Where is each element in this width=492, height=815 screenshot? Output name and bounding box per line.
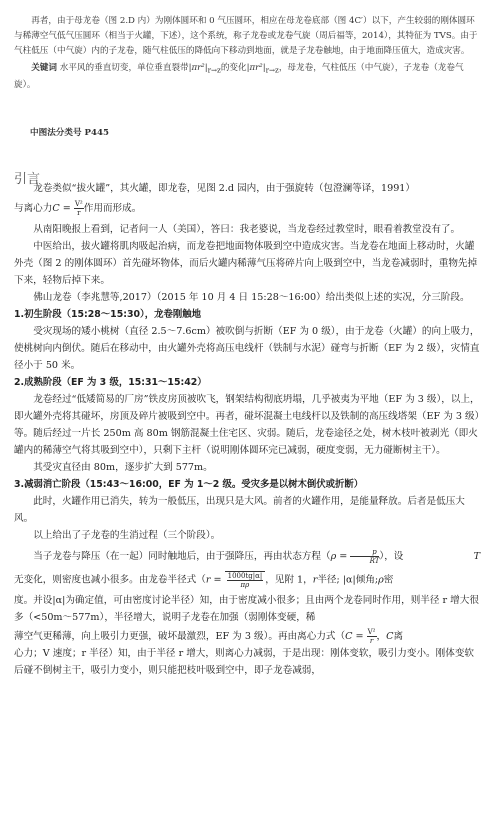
- body-paragraph-13: [14, 628, 480, 645]
- subheading-3: 3.减弱消亡阶段（15:43～16:00，EF 为 1～2 级。受灾多是以树木倒伏或折断）: [14, 479, 364, 490]
- numerator: p: [350, 548, 379, 557]
- math-c: C =: [345, 631, 364, 642]
- denominator: r: [369, 637, 374, 645]
- body-paragraph-2: 从南阳晚报上看到，记者问一人（美国），答曰：我老婆说，当龙卷经过教堂时，眼看着教堂没有了。: [33, 224, 461, 235]
- math-c-var: C: [386, 631, 394, 642]
- body-paragraph-5: 受灾现场的矮小桃树（直径 2.5～7.6cm）被吹倒与折断（EF 为 0 级），由于龙卷（火罐）的向上吸力，使桃树向内倒伏。随后在移动中，由火罐外壳将高压电线杆（铁制与水泥）碰弯与折断（EF 为 2 级），灾情直径小于 50 米。: [14, 326, 480, 371]
- fraction: [227, 572, 264, 589]
- text: 当子龙卷与降压（在一起）同时触地后，由于强降压，再由状态方程（: [33, 551, 331, 562]
- fraction: [350, 548, 379, 565]
- fraction: [74, 200, 84, 217]
- subheading-2: 2.成熟阶段（EF 为 3 级，15:31～15:42）: [14, 377, 207, 388]
- math-rho: ρ =: [330, 551, 348, 562]
- section-heading: 引言: [14, 172, 41, 187]
- text: 离: [393, 631, 404, 642]
- abstract-paragraph: 再者，由于母龙卷（图 2.D 内）为刚体圆环和 0 气压圆环，相应在母龙卷底部（图 4C′）以下，产生较弱的刚体圆环与稀薄空气低气压圆环（相当于火罐，下述），这个系统，称子龙卷或龙卷气旋（周后福等，2014），其特征为 TVS。由于气柱低压（中气旋）内的子龙卷，随气柱低压的降低向下移动到地面，就是子龙卷触地，由于地面降压值大，造成灾害。: [14, 16, 478, 56]
- body-paragraph-6: 龙卷经过“低矮简易的厂房”铁皮房顶被吹飞，钢架结构彻底坍塌，几乎被夷为平地（EF 为 3 级），以上，即火罐外壳将其碰坏，房顶及碎片被吸到空中。再者，碰坏混凝土电线杆以及铁制的高压线塔架（EF 为 3 级）等。随后经过一片长 250m 高 80m 钢筋混凝土住宅区、灾弱。随后，龙卷途径之处，树木枝叶被剥光（即火罐内的稀薄空气将其吸到空中），只剩下主杆（说明刚体圆环完已减弱，硬度变弱，无力碰断树主干）。: [14, 394, 480, 456]
- body-paragraph-1a: 龙卷类似“拔火罐”，其火罐，即龙卷，见图 2.d 园内，由于强旋转（包澄澜等译，1991）: [33, 183, 415, 194]
- body-paragraph-3: 中医给出，拔火罐将肌肉吸起治病，而龙卷把地面物体吸到空中造成灾害。当龙卷在地面上移动时，火罐外壳（图 2 的刚体圆环）首先碰坏物体，而后火罐内稀薄气压将碎片向上吸到空中，当龙卷减弱时，重物先掉下来，轻物后掉下来。: [14, 241, 478, 286]
- keywords-text-c: ，母龙卷，气柱低压（中气旋），子龙卷（龙卷气旋）。: [14, 63, 464, 90]
- keywords: [14, 61, 478, 93]
- keywords-sub-2: r→z: [265, 65, 279, 75]
- text: 半径; |α|倾角;: [317, 574, 379, 586]
- subheading-1: 1.初生阶段（15:28～15:30），龙卷刚触地: [14, 309, 201, 320]
- numerator: V²: [367, 628, 376, 636]
- body-paragraph-1b: [14, 200, 480, 217]
- fraction: [367, 628, 377, 645]
- body-paragraph-7: 其受灾直径由 80m，逐步扩大到 577m。: [33, 462, 213, 473]
- denominator: πρ: [240, 581, 250, 589]
- body-paragraph-8: 此时，火罐作用已消失，转为一般低压，出现只是大风。前者的火罐作用，是能量释放。后者是低压大风。: [14, 496, 465, 524]
- abstract: [14, 14, 478, 93]
- text: 无变化，则密度也减小很多。由龙卷半径式（: [14, 574, 206, 586]
- text: 密: [383, 574, 394, 586]
- body-paragraph-11: [14, 571, 480, 589]
- keywords-math-1: |πr²|: [188, 63, 208, 73]
- text: ，: [376, 631, 387, 642]
- text: ，见附 1，: [265, 574, 313, 586]
- keywords-math-2: |πr²|: [246, 63, 266, 73]
- denominator: RT: [369, 557, 380, 565]
- classification-number: 中图法分类号 P445: [30, 128, 109, 138]
- text: ），设: [379, 551, 404, 562]
- text: 薄空气更稀薄，向上吸引力更强，破坏最激烈，EF 为 3 级）。再由离心力式（: [14, 631, 346, 642]
- math-rho: ρ: [378, 574, 384, 586]
- body-paragraph-4: 佛山龙卷（李兆慧等,2017）（2015 年 10 月 4 日 15:28～16:00）给出类似上述的实况，分三阶段。: [33, 292, 470, 303]
- denominator: r: [77, 209, 81, 217]
- text: 作用而形成。: [83, 203, 142, 214]
- text: 与离心力: [14, 203, 53, 214]
- keywords-label: 关键词: [31, 63, 57, 73]
- keywords-text-a: 水平风的垂直切变，单位垂直裂带: [59, 63, 189, 73]
- keywords-sub-1: r→z: [207, 65, 221, 75]
- math-r: r: [312, 574, 318, 586]
- math-c: C =: [52, 203, 71, 214]
- numerator: V²: [74, 200, 83, 208]
- sqrt: [225, 571, 266, 589]
- math-t: T: [473, 551, 480, 562]
- math-r: r =: [205, 574, 222, 586]
- keywords-text-b: 的变化: [220, 63, 247, 73]
- body-paragraph-12: 度。并设|α|为确定值，可由密度讨论半径）知，由于密度减小很多；且由两个龙卷同时作用，则半径 r 增大很多（<50m～577m），半径增大，说明子龙卷在加强（弱刚体变硬，稀: [14, 595, 479, 623]
- body-paragraph-9: 以上给出了子龙卷的生消过程（三个阶段）。: [33, 530, 221, 541]
- body-paragraph-14: 心力；V 速度；r 半径）知，由于半径 r 增大，则离心力减弱，于是出现：刚体变软，吸引力变小。刚体变软后碰不倒树主干，吸引力变小，则只能把枝叶吸到空中，即子龙卷减弱，: [14, 648, 475, 676]
- body-paragraph-10: [14, 548, 480, 565]
- body-text: [14, 180, 480, 679]
- numerator: 1000tg|α|: [227, 572, 263, 580]
